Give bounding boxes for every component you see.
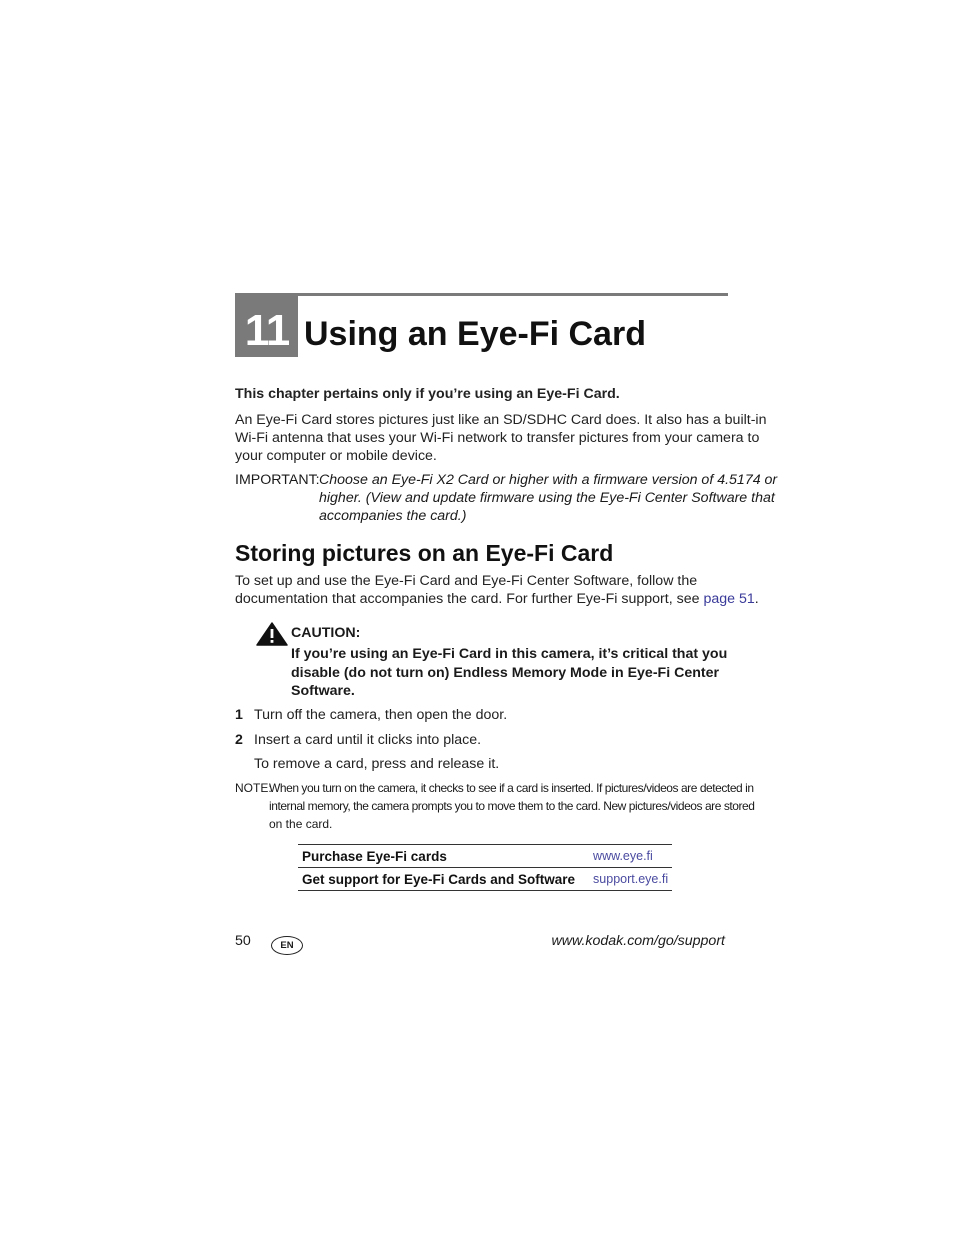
intro-body-line-1: An Eye-Fi Card stores pictures just like an SD/SDHC Card does. It also has a built-in <box>235 412 767 428</box>
caution-label: CAUTION: <box>291 625 361 641</box>
step-1-number: 1 <box>235 707 243 723</box>
page-number: 50 <box>235 933 251 949</box>
section-line-2-end: . <box>754 591 759 607</box>
eye-fi-link[interactable]: www.eye.fi <box>579 845 672 868</box>
chapter-title: Using an Eye-Fi Card <box>304 315 646 353</box>
chapter-rule <box>235 293 728 296</box>
section-line-2 <box>235 590 759 608</box>
warning-icon <box>256 622 288 646</box>
important-line-3: accompanies the card.) <box>319 508 467 524</box>
support-eye-fi-link[interactable]: support.eye.fi <box>579 868 672 891</box>
important-label: IMPORTANT: <box>235 472 320 488</box>
step-1-text: Turn off the camera, then open the door. <box>254 707 508 723</box>
remove-card-note: To remove a card, press and release it. <box>254 756 500 772</box>
note-line-1: When you turn on the camera, it checks to see if a card is inserted. If pictures/videos are detected in <box>269 781 754 795</box>
eye-fi-links-table <box>298 844 672 891</box>
important-line-2: higher. (View and update firmware using the Eye-Fi Center Software that <box>319 490 775 506</box>
important-line-1: Choose an Eye-Fi X2 Card or higher with a firmware version of 4.5174 or <box>319 472 778 488</box>
table-cell-label: Purchase Eye-Fi cards <box>298 845 579 868</box>
caution-line-3: Software. <box>291 683 355 699</box>
important-text <box>319 471 778 525</box>
note-text <box>269 779 755 833</box>
caution-text <box>291 645 731 701</box>
language-badge: EN <box>271 936 303 955</box>
page-51-link[interactable]: page 51 <box>703 591 755 607</box>
footer-url: www.kodak.com/go/support <box>551 933 725 949</box>
intro-lead: This chapter pertains only if you’re using an Eye-Fi Card. <box>235 386 620 402</box>
section-heading: Storing pictures on an Eye-Fi Card <box>235 540 614 566</box>
note-line-3: on the card. <box>269 817 333 831</box>
table-cell-label: Get support for Eye-Fi Cards and Software <box>298 868 579 891</box>
intro-body-line-2: Wi-Fi antenna that uses your Wi-Fi network to transfer pictures from your camera to <box>235 430 760 446</box>
table-row <box>298 845 672 868</box>
step-2-text: Insert a card until it clicks into place. <box>254 732 482 748</box>
intro-body-line-3: your computer or mobile device. <box>235 448 437 464</box>
section-line-2-text: documentation that accompanies the card. For further Eye-Fi support, see <box>235 591 704 607</box>
note-label: NOTE: <box>235 781 272 795</box>
chapter-number: 11 <box>244 306 290 355</box>
table-row <box>298 868 672 891</box>
caution-line-1: If you’re using an Eye-Fi Card in this camera, it’s critical that you <box>291 646 728 662</box>
step-2-number: 2 <box>235 732 243 748</box>
note-line-2: internal memory, the camera prompts you to move them to the card. New pictures/videos are stored <box>269 799 755 813</box>
caution-line-2: disable (do not turn on) Endless Memory Mode in Eye-Fi Center <box>291 664 720 681</box>
section-line-1: To set up and use the Eye-Fi Card and Eye-Fi Center Software, follow the <box>235 573 698 589</box>
